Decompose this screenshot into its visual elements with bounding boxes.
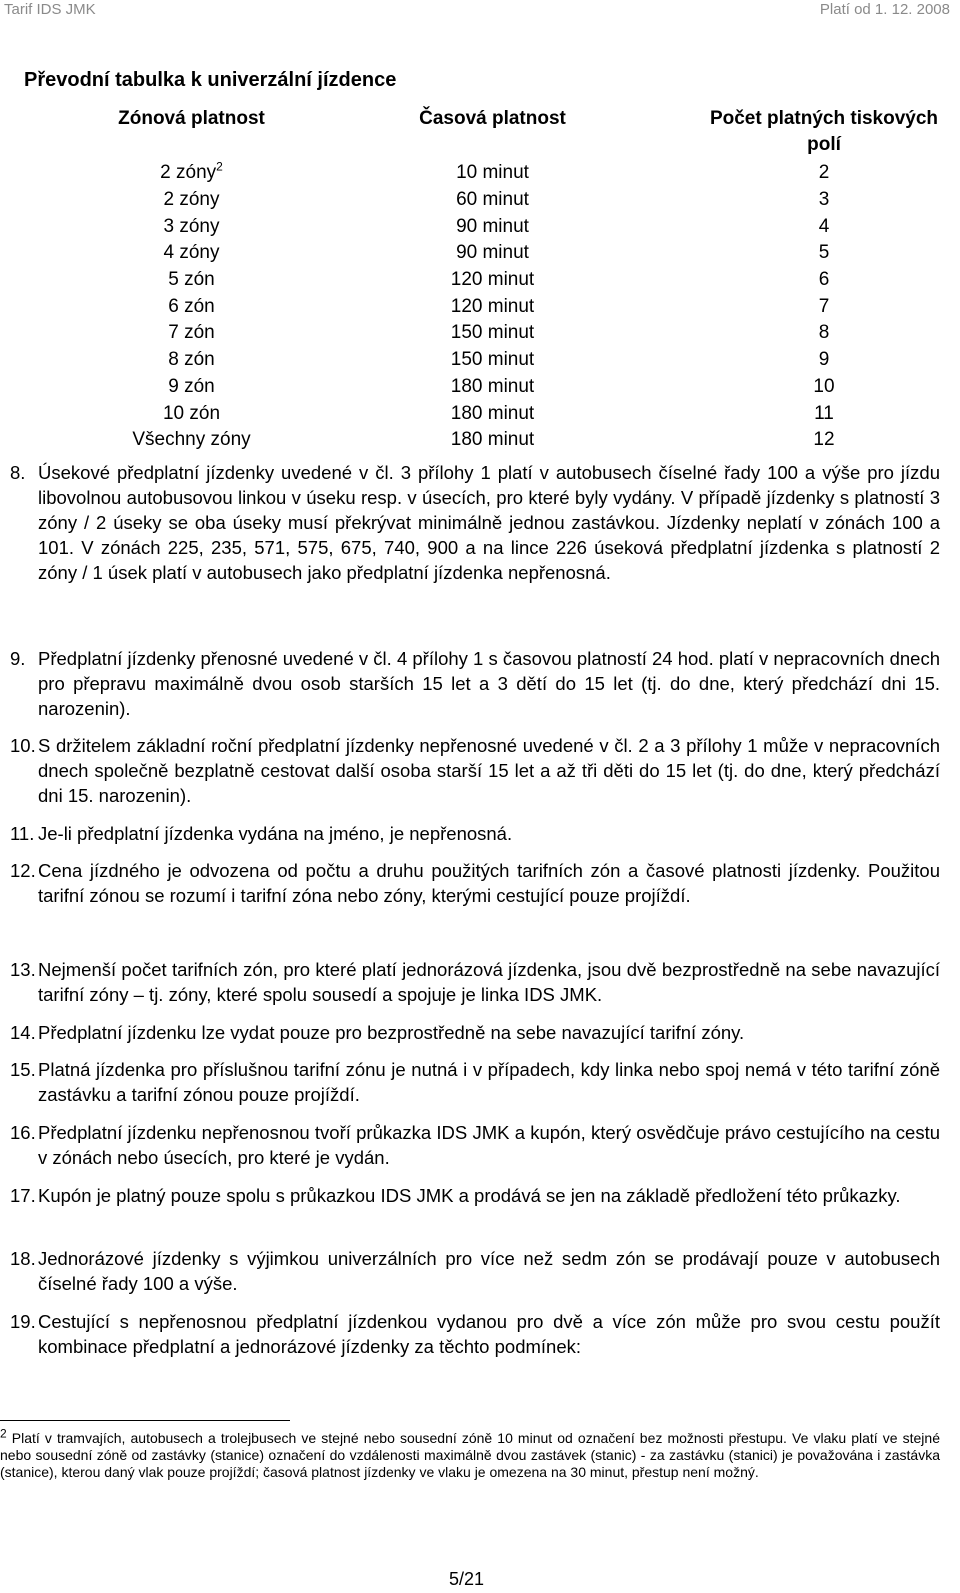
header-right: Platí od 1. 12. 2008 <box>819 1 950 18</box>
footnote-divider <box>0 1420 290 1421</box>
item-text: Cestující s nepřenosnou předplatní jízdenkou vydanou pro dvě a více zón může pro svou cestu použít kombinace předplatní a jednorázové jízdenky za těchto podmínek: <box>38 1311 940 1357</box>
column-header-fields: Počet platných tiskových polí <box>709 108 939 155</box>
cell-fields: 10 <box>813 375 835 397</box>
footnote <box>0 1426 940 1481</box>
table-header-row <box>100 106 946 160</box>
item-number: 17. <box>10 1185 36 1206</box>
cell-time: 10 minut <box>456 162 529 184</box>
cell-time: 90 minut <box>456 215 529 237</box>
cell-time: 120 minut <box>450 269 535 291</box>
cell-zone: 7 zón <box>168 322 215 344</box>
table-row <box>100 267 946 294</box>
cell-fields: 9 <box>818 349 830 371</box>
item-text: Platná jízdenka pro příslušnou tarifní zónu je nutná i v případech, kdy linka nebo spoj nemá v této tarifní zóně zastávku a tarifní zónou pouze projíždí. <box>38 1059 940 1105</box>
cell-fields: 3 <box>818 189 830 211</box>
item-text: Jednorázové jízdenky s výjimkou univerzálních pro více než sedm zón se prodávají pouze v autobusech číselné řady 100 a výše. <box>38 1248 940 1294</box>
item-number: 12. <box>10 860 36 881</box>
cell-time: 150 minut <box>450 322 535 344</box>
cell-zone: Všechny zóny <box>132 429 251 451</box>
item-text: Nejmenší počet tarifních zón, pro které platí jednorázová jízdenka, jsou dvě bezprostředně na sebe navazující tarifní zóny – tj. zóny, které spolu sousedí a spojuje je linka IDS JMK. <box>38 959 940 1005</box>
item-number: 16. <box>10 1122 36 1143</box>
cell-time: 90 minut <box>456 242 529 264</box>
item-text: Předplatní jízdenku lze vydat pouze pro bezprostředně na sebe navazující tarifní zóny. <box>38 1022 745 1043</box>
cell-zone: 10 zón <box>162 402 221 424</box>
item-text: S držitelem základní roční předplatní jízdenky nepřenosné uvedené v čl. 2 a 3 přílohy 1 může v nepracovních dnech společně bezplatně cestovat další osoba starší 15 let a až tři děti do 15 let (tj. do dne, který předchází dni 15. narozenin). <box>38 735 940 806</box>
item-number: 10. <box>10 735 36 756</box>
column-header-time: Časová platnost <box>419 108 566 129</box>
cell-fields: 11 <box>814 402 834 424</box>
item-text: Předplatní jízdenky přenosné uvedené v čl. 4 přílohy 1 s časovou platností 24 hod. platí v nepracovních dnech pro přepravu maximálně dvou osob starších 15 let a 3 dětí do 15 let (tj. do dne, který předchází dni 15. narozenin). <box>38 648 940 719</box>
table-body <box>100 160 946 454</box>
footnote-text: Platí v tramvajích, autobusech a trolejbusech ve stejné nebo sousední zóně 10 minut od označení bez možnosti přestupu. Ve vlaku platí ve stejné nebo sousední zóně od zastávky (stanice) označení do vzdálenosti maximálně dvou zastávek (stanic) - za zastávku (stanici) je považována i zastávka (stanice), kterou daný vlak pouze projíždí; časová platnost jízdenky ve vlaku je omezena na 30 minut, přestup není možný. <box>0 1430 940 1480</box>
cell-time: 180 minut <box>450 402 535 424</box>
footnote-marker: 2 <box>0 1426 7 1441</box>
conversion-table <box>100 106 946 454</box>
footnote-ref: 2 <box>216 160 223 175</box>
item-text: Úsekové předplatní jízdenky uvedené v čl. 3 přílohy 1 platí v autobusech číselné řady 100 a výše pro jízdu libovolnou autobusovou linkou v úseku resp. v úsecích, pro které byly vydány. V případě jízdenky s platností 3 zóny / 2 úseky se oba úseky musí překrývat minimálně jednou zastávkou. Jízdenky neplatí v zónách 100 a 101. V zónách 225, 235, 571, 575, 675, 740, 900 a na lince 226 úseková předplatní jízdenka s platností 2 zóny / 1 úsek platí v autobusech jako předplatní jízdenka nepřenosná. <box>38 462 940 583</box>
cell-zone: 3 zóny <box>163 215 220 237</box>
table-row <box>100 347 946 374</box>
table-row <box>100 293 946 320</box>
item-number: 14. <box>10 1022 36 1043</box>
table-row <box>100 427 946 454</box>
cell-fields: 8 <box>818 322 830 344</box>
item-number: 11. <box>10 823 35 844</box>
column-header-zone: Zónová platnost <box>118 108 265 129</box>
item-number: 13. <box>10 959 36 980</box>
cell-time: 120 minut <box>450 295 535 317</box>
cell-zone: 5 zón <box>168 269 215 291</box>
table-row <box>100 374 946 401</box>
item-text: Předplatní jízdenku nepřenosnou tvoří průkazka IDS JMK a kupón, který osvědčuje právo cestujícího na cestu v zónách nebo úsecích, pro které je vydán. <box>38 1122 940 1168</box>
item-number: 8. <box>10 462 26 483</box>
table-row <box>100 240 946 267</box>
table-row <box>100 160 946 187</box>
table-row <box>100 320 946 347</box>
page-title: Převodní tabulka k univerzální jízdence <box>24 69 397 91</box>
cell-time: 180 minut <box>450 375 535 397</box>
cell-fields: 12 <box>813 429 835 451</box>
cell-zone: 8 zón <box>168 349 215 371</box>
cell-time: 180 minut <box>450 429 535 451</box>
table-row <box>100 187 946 214</box>
cell-fields: 4 <box>818 215 830 237</box>
item-text: Cena jízdného je odvozena od počtu a druhu použitých tarifních zón a časové platnosti jízdenky. Použitou tarifní zónou se rozumí i tarifní zóna nebo zóny, kterými cestující pouze projíždí. <box>38 860 940 906</box>
page-header <box>0 0 960 22</box>
item-number: 9. <box>10 648 26 669</box>
item-text: Kupón je platný pouze spolu s průkazkou IDS JMK a prodává se jen na základě předložení této průkazky. <box>38 1185 901 1206</box>
cell-zone: 6 zón <box>168 295 215 317</box>
page-number-text: 5/21 <box>449 1569 485 1589</box>
cell-fields: 2 <box>818 162 830 184</box>
cell-time: 60 minut <box>456 189 529 211</box>
cell-zone: 2 zóny <box>163 189 220 211</box>
item-number: 19. <box>10 1311 36 1332</box>
cell-fields: 6 <box>818 269 830 291</box>
item-number: 18. <box>10 1248 36 1269</box>
item-number: 15. <box>10 1059 36 1080</box>
cell-time: 150 minut <box>450 349 535 371</box>
header-left: Tarif IDS JMK <box>4 1 96 18</box>
table-row <box>100 400 946 427</box>
item-text: Je-li předplatní jízdenka vydána na jméno, je nepřenosná. <box>38 823 513 844</box>
cell-zone: 9 zón <box>168 375 215 397</box>
table-row <box>100 213 946 240</box>
cell-zone: 2 zóny$^2$ <box>160 160 223 184</box>
cell-fields: 5 <box>818 242 830 264</box>
cell-fields: 7 <box>818 295 830 317</box>
cell-zone: 4 zóny <box>163 242 220 264</box>
